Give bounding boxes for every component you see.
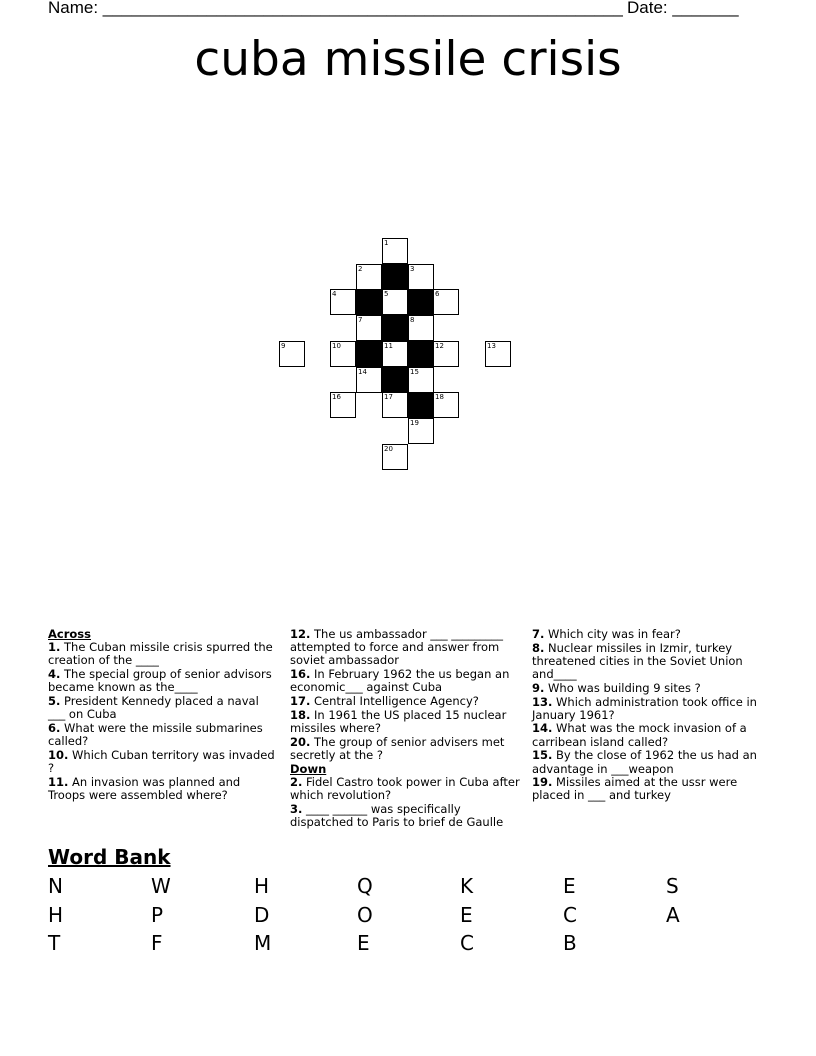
grid-cell-7[interactable] — [356, 315, 382, 341]
grid-cell-13[interactable] — [485, 341, 511, 367]
down-heading: Down — [290, 761, 327, 776]
clue-across-6: 6. What were the missile submarines called? — [48, 720, 263, 749]
word-bank-entry: T — [48, 931, 61, 955]
grid-cell-black — [382, 264, 408, 290]
grid-cell-black — [408, 392, 434, 418]
cell-number: 1 — [384, 239, 389, 247]
word-bank-entry: E — [460, 903, 473, 927]
cell-number: 3 — [410, 265, 415, 273]
clue-across-18: 18. In 1961 the US placed 15 nuclear missiles where? — [290, 707, 507, 735]
grid-cell-19[interactable] — [408, 418, 434, 444]
word-bank-entry: M — [254, 931, 272, 955]
word-bank-entry: S — [666, 874, 679, 898]
grid-cell-black — [356, 289, 382, 315]
grid-cell-16[interactable] — [330, 392, 356, 418]
word-bank-entry: W — [151, 874, 171, 898]
clue-across-16: 16. In February 1962 the us began an economic___ against Cuba — [290, 667, 510, 695]
name-field-label: Name: _______________________________________________________ — [48, 0, 623, 17]
word-bank-entry: H — [254, 874, 270, 898]
clue-down-13: 13. Which administration took office in January 1961? — [532, 694, 757, 722]
clue-down-15: 15. By the close of 1962 the us had an advantage in ___weapon — [532, 748, 757, 776]
cell-number: 7 — [358, 316, 363, 324]
clue-down-2: 2. Fidel Castro took power in Cuba after which revolution? — [290, 774, 520, 802]
grid-cell-black — [408, 341, 434, 367]
clue-down-7: 7. Which city was in fear? — [532, 627, 681, 641]
grid-cell-20[interactable] — [382, 444, 408, 470]
cell-number: 19 — [410, 419, 419, 427]
clue-across-11: 11. An invasion was planned and Troops were assembled where? — [48, 774, 241, 802]
grid-cell-11[interactable] — [382, 341, 408, 367]
cell-number: 14 — [358, 368, 367, 376]
clue-across-17: 17. Central Intelligence Agency? — [290, 694, 479, 709]
clue-across-4: 4. The special group of senior advisors became known as the____ — [48, 667, 272, 695]
cell-number: 8 — [410, 316, 415, 324]
word-bank-entry: E — [563, 874, 576, 898]
grid-cell-15[interactable] — [408, 367, 434, 393]
grid-cell-black — [382, 315, 408, 341]
clue-across-5: 5. President Kennedy placed a naval ___ on Cuba — [48, 694, 259, 722]
grid-cell-14[interactable] — [356, 367, 382, 393]
clue-down-3: 3. ____ ______ was specifically dispatched to Paris to brief de Gaulle — [290, 801, 504, 829]
cell-number: 16 — [332, 393, 341, 401]
clue-across-10: 10. Which Cuban territory was invaded ? — [48, 747, 275, 776]
clue-down-9: 9. Who was building 9 sites ? — [532, 680, 701, 695]
clue-down-19: 19. Missiles aimed at the ussr were placed in ___ and turkey — [532, 775, 738, 803]
date-field-label: Date: _______ — [627, 0, 739, 17]
cell-number: 11 — [384, 342, 393, 350]
cell-number: 12 — [435, 342, 444, 350]
grid-cell-10[interactable] — [330, 341, 356, 367]
across-heading: Across — [48, 627, 91, 641]
clues-column-2 — [290, 628, 520, 830]
grid-cell-black — [408, 289, 434, 315]
grid-cell-12[interactable] — [433, 341, 459, 367]
grid-cell-4[interactable] — [330, 289, 356, 315]
grid-cell-black — [382, 367, 408, 393]
clue-across-20: 20. The group of senior advisers met secretly at the ? — [290, 734, 505, 762]
cell-number: 2 — [358, 265, 363, 273]
word-bank-entry: Q — [357, 874, 373, 898]
cell-number: 5 — [384, 290, 389, 298]
grid-cell-9[interactable] — [279, 341, 305, 367]
cell-number: 17 — [384, 393, 393, 401]
grid-cell-black — [356, 341, 382, 367]
grid-cell-6[interactable] — [433, 289, 459, 315]
word-bank-entry: D — [254, 903, 270, 927]
clue-across-1: 1. The Cuban missile crisis spurred the creation of the ____ — [48, 640, 273, 668]
word-bank-entry: C — [460, 931, 474, 955]
word-bank-entry: E — [357, 931, 370, 955]
clue-down-14: 14. What was the mock invasion of a carribean island called? — [532, 721, 747, 749]
clue-across-12: 12. The us ambassador ___ _________ attempted to force and answer from soviet ambassador — [290, 627, 504, 668]
grid-cell-17[interactable] — [382, 392, 408, 418]
word-bank-entry: H — [48, 903, 64, 927]
clues-column-3 — [532, 628, 762, 803]
cell-number: 20 — [384, 445, 393, 453]
word-bank-entry: K — [460, 874, 474, 898]
cell-number: 6 — [435, 290, 440, 298]
grid-cell-3[interactable] — [408, 264, 434, 290]
word-bank-entry: B — [563, 931, 577, 955]
cell-number: 15 — [410, 368, 419, 376]
word-bank-title: Word Bank — [48, 845, 171, 869]
crossword-grid — [0, 0, 816, 520]
word-bank-entry: A — [666, 903, 680, 927]
grid-cell-18[interactable] — [433, 392, 459, 418]
page-title: cuba missile crisis — [194, 32, 622, 87]
clues-column-1 — [48, 628, 278, 803]
word-bank-entry: P — [151, 903, 164, 927]
grid-cell-5[interactable] — [382, 289, 408, 315]
word-bank-entry: N — [48, 874, 63, 898]
cell-number: 10 — [332, 342, 341, 350]
grid-cell-2[interactable] — [356, 264, 382, 290]
cell-number: 18 — [435, 393, 444, 401]
word-bank-entry: F — [151, 931, 163, 955]
grid-cell-1[interactable] — [382, 238, 408, 264]
cell-number: 4 — [332, 290, 337, 298]
grid-cell-8[interactable] — [408, 315, 434, 341]
cell-number: 9 — [281, 342, 286, 350]
clue-down-8: 8. Nuclear missiles in Izmir, turkey threatened cities in the Soviet Union and____ — [532, 640, 743, 682]
word-bank-entry: C — [563, 903, 577, 927]
word-bank-entry: O — [357, 903, 373, 927]
cell-number: 13 — [487, 342, 496, 350]
